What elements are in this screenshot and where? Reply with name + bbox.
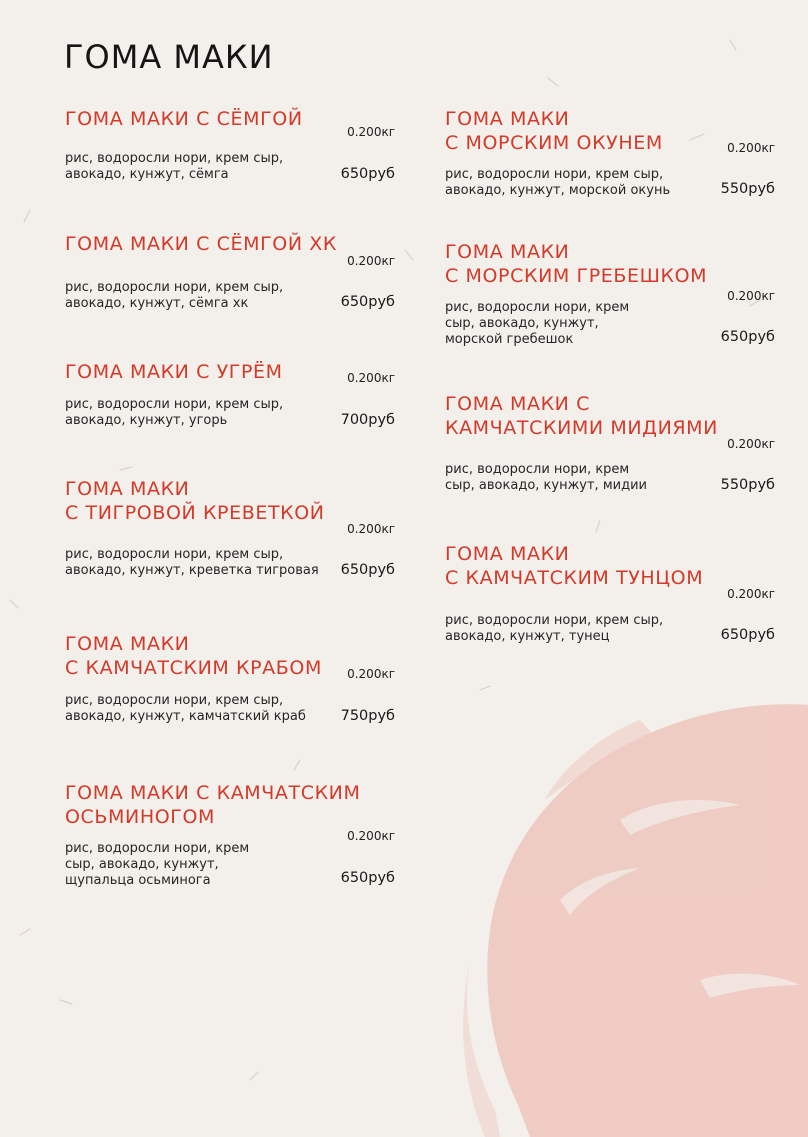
item-weight: 0.200кг bbox=[347, 254, 395, 268]
menu-item bbox=[445, 240, 775, 350]
item-weight: 0.200кг bbox=[727, 141, 775, 155]
item-description: рис, водоросли нори, крем сыр, авокадо, кунжут, мидии bbox=[445, 462, 647, 493]
menu-item bbox=[65, 232, 395, 312]
item-name: ГОМА МАКИ С КАМЧАТСКИМ ОСЬМИНОГОМ bbox=[65, 782, 361, 828]
item-price: 650руб bbox=[340, 562, 395, 578]
item-description: рис, водоросли нори, крем сыр, авокадо, кунжут, сёмга bbox=[65, 151, 284, 182]
item-description: рис, водоросли нори, крем сыр, авокадо, кунжут, тунец bbox=[445, 613, 664, 644]
item-price: 650руб bbox=[720, 329, 775, 345]
item-price: 650руб bbox=[340, 294, 395, 310]
item-name: ГОМА МАКИ С МОРСКИМ ГРЕБЕШКОМ bbox=[445, 241, 708, 287]
item-name: ГОМА МАКИ С КАМЧАТСКИМИ МИДИЯМИ bbox=[445, 393, 718, 439]
item-price: 650руб bbox=[340, 870, 395, 886]
item-description: рис, водоросли нори, крем сыр, авокадо, кунжут, сёмга хк bbox=[65, 280, 284, 311]
item-price: 700руб bbox=[340, 412, 395, 428]
item-price: 550руб bbox=[720, 181, 775, 197]
item-weight: 0.200кг bbox=[727, 289, 775, 303]
item-weight: 0.200кг bbox=[347, 371, 395, 385]
item-name: ГОМА МАКИ С СЁМГОЙ bbox=[65, 108, 303, 130]
item-name: ГОМА МАКИ С ТИГРОВОЙ КРЕВЕТКОЙ bbox=[65, 478, 325, 524]
item-name: ГОМА МАКИ С МОРСКИМ ОКУНЕМ bbox=[445, 108, 663, 154]
menu-item bbox=[445, 392, 775, 497]
item-name: ГОМА МАКИ С УГРЁМ bbox=[65, 361, 283, 383]
menu-item bbox=[65, 781, 395, 911]
item-description: рис, водоросли нори, крем сыр, авокадо, кунжут, щупальца осьминога bbox=[65, 841, 250, 888]
menu-item bbox=[445, 107, 775, 202]
page-title: ГОМА МАКИ bbox=[64, 38, 274, 76]
item-price: 750руб bbox=[340, 708, 395, 724]
item-description: рис, водоросли нори, крем сыр, авокадо, кунжут, морской окунь bbox=[445, 167, 671, 198]
menu-item bbox=[65, 360, 395, 435]
item-description: рис, водоросли нори, крем сыр, авокадо, кунжут, камчатский краб bbox=[65, 693, 306, 724]
item-weight: 0.200кг bbox=[727, 587, 775, 601]
item-description: рис, водоросли нори, крем сыр, авокадо, кунжут, угорь bbox=[65, 397, 284, 428]
item-weight: 0.200кг bbox=[347, 522, 395, 536]
item-price: 650руб bbox=[340, 166, 395, 182]
item-weight: 0.200кг bbox=[347, 125, 395, 139]
item-description: рис, водоросли нори, крем сыр, авокадо, кунжут, морской гребешок bbox=[445, 300, 630, 347]
menu-item bbox=[65, 477, 395, 587]
item-weight: 0.200кг bbox=[347, 829, 395, 843]
item-name: ГОМА МАКИ С КАМЧАТСКИМ ТУНЦОМ bbox=[445, 543, 704, 589]
item-weight: 0.200кг bbox=[727, 437, 775, 451]
item-price: 550руб bbox=[720, 477, 775, 493]
menu-item bbox=[65, 632, 395, 742]
item-name: ГОМА МАКИ С СЁМГОЙ ХК bbox=[65, 233, 337, 255]
menu-item bbox=[65, 107, 395, 187]
item-weight: 0.200кг bbox=[347, 667, 395, 681]
item-name: ГОМА МАКИ С КАМЧАТСКИМ КРАБОМ bbox=[65, 633, 322, 679]
item-price: 650руб bbox=[720, 627, 775, 643]
item-description: рис, водоросли нори, крем сыр, авокадо, кунжут, креветка тигровая bbox=[65, 547, 319, 578]
menu-item bbox=[445, 542, 775, 647]
